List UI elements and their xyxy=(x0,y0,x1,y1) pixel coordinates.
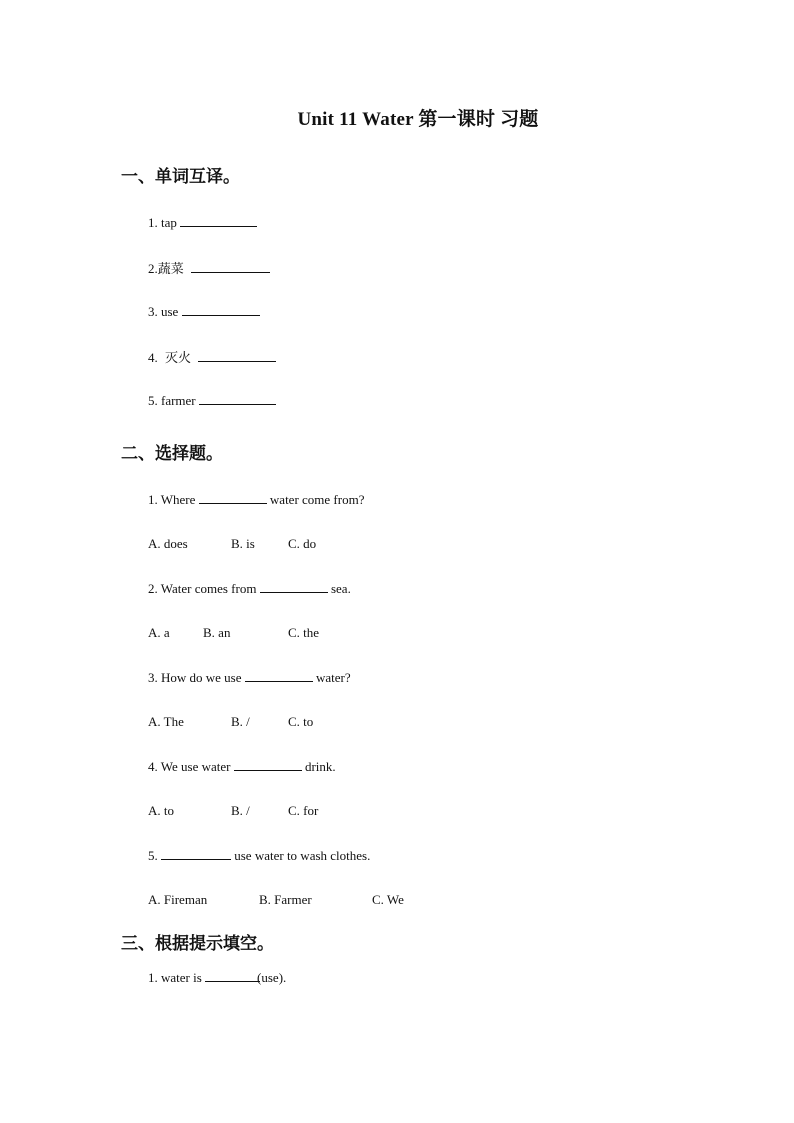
choice-options-3 xyxy=(148,714,313,730)
answer-blank[interactable] xyxy=(198,349,276,362)
page-title: Unit 11 Water 第一课时 习题 xyxy=(297,109,539,130)
question-text: 2. Water comes from xyxy=(148,581,257,596)
section-heading-choice: 二、选择题。 xyxy=(121,444,223,463)
option-c[interactable]: C. do xyxy=(288,536,317,551)
translation-item-5 xyxy=(148,392,276,409)
question-text: use water to wash clothes. xyxy=(234,848,371,863)
question-text: 1. Where xyxy=(148,492,196,507)
item-word: 蔬菜 xyxy=(157,261,184,276)
question-text: 3. How do we use xyxy=(148,670,242,685)
option-b[interactable]: B. an xyxy=(203,625,231,640)
translation-item-3 xyxy=(148,303,260,320)
choice-question-2 xyxy=(148,580,351,597)
question-text: 1. water is xyxy=(148,970,202,985)
question-text: 5. xyxy=(148,848,158,863)
answer-blank[interactable] xyxy=(180,214,257,227)
item-word: farmer xyxy=(161,393,196,408)
item-number: 3. xyxy=(148,304,158,319)
translation-item-2 xyxy=(148,258,270,277)
answer-blank[interactable] xyxy=(245,669,313,682)
choice-question-3 xyxy=(148,669,351,686)
section-heading-translation: 一、单词互译。 xyxy=(121,167,240,186)
choice-options-4 xyxy=(148,803,318,819)
item-number: 4. xyxy=(148,350,158,365)
answer-blank[interactable] xyxy=(161,847,231,860)
answer-blank[interactable] xyxy=(205,969,260,982)
answer-blank[interactable] xyxy=(234,758,302,771)
option-a[interactable]: A. The xyxy=(148,714,184,729)
option-b[interactable]: B. Farmer xyxy=(259,892,312,907)
option-a[interactable]: A. Fireman xyxy=(148,892,208,907)
answer-blank[interactable] xyxy=(199,491,267,504)
option-a[interactable]: A. does xyxy=(148,536,188,551)
choice-options-1 xyxy=(148,536,316,552)
question-text: water come from? xyxy=(269,492,365,507)
item-word: 灭火 xyxy=(165,350,192,365)
question-text: 4. We use water xyxy=(148,759,231,774)
answer-blank[interactable] xyxy=(191,260,270,273)
answer-blank[interactable] xyxy=(260,580,328,593)
choice-question-5 xyxy=(148,847,370,864)
question-text: sea. xyxy=(330,581,351,596)
question-text: drink. xyxy=(304,759,336,774)
option-c[interactable]: C. for xyxy=(288,803,319,818)
item-number: 1. xyxy=(148,215,158,230)
hint-text: (use). xyxy=(257,970,287,985)
answer-blank[interactable] xyxy=(182,303,260,316)
fill-item-1 xyxy=(148,969,286,986)
option-b[interactable]: B. is xyxy=(231,536,255,551)
translation-item-4 xyxy=(148,347,276,366)
option-a[interactable]: A. to xyxy=(148,803,174,818)
option-c[interactable]: C. the xyxy=(288,625,320,640)
option-b[interactable]: B. / xyxy=(231,803,250,818)
item-word: use xyxy=(161,304,179,319)
section-heading-fill: 三、根据提示填空。 xyxy=(121,934,274,953)
item-number: 5. xyxy=(148,393,158,408)
item-number: 2. xyxy=(148,261,158,276)
question-text: water? xyxy=(316,670,351,685)
item-word: tap xyxy=(161,215,177,230)
choice-question-1 xyxy=(148,491,364,508)
option-c[interactable]: C. We xyxy=(372,892,404,907)
translation-item-1 xyxy=(148,214,257,231)
option-b[interactable]: B. / xyxy=(231,714,250,729)
option-a[interactable]: A. a xyxy=(148,625,170,640)
choice-question-4 xyxy=(148,758,336,775)
choice-options-5 xyxy=(148,892,404,908)
answer-blank[interactable] xyxy=(199,392,276,405)
choice-options-2 xyxy=(148,625,319,641)
option-c[interactable]: C. to xyxy=(288,714,314,729)
